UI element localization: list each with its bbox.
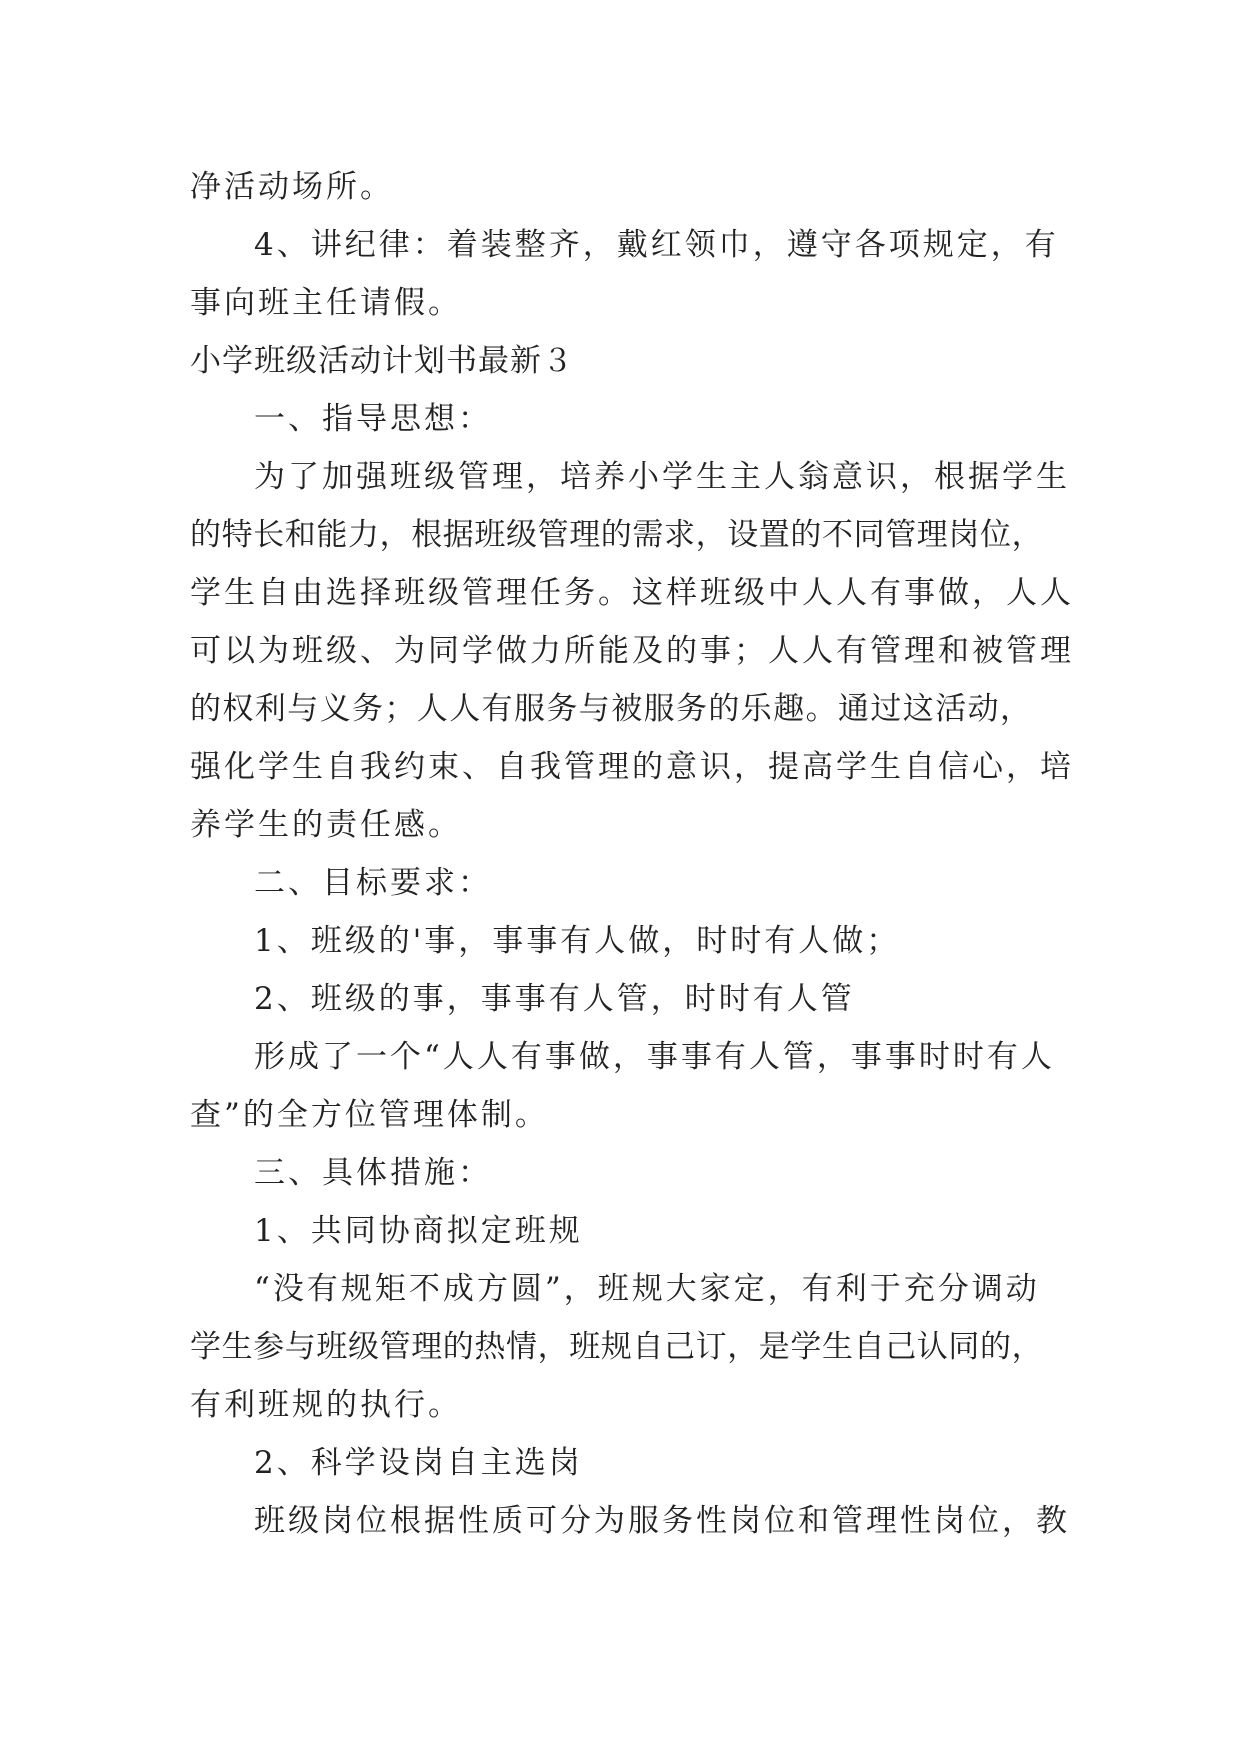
paragraph-line: 净活动场所。 bbox=[190, 169, 394, 205]
paragraph-line: 形成了一个“人人有事做，事事有人管，事事时时有人 bbox=[254, 1039, 1055, 1075]
paragraph-line: 二、目标要求： bbox=[254, 865, 492, 901]
paragraph-line: 为了加强班级管理，培养小学生主人翁意识，根据学生 bbox=[254, 459, 1070, 495]
paragraph-line: 一、指导思想： bbox=[254, 401, 492, 437]
paragraph-line: 有利班规的执行。 bbox=[190, 1387, 462, 1423]
paragraph-line: 2、班级的事，事事有人管，时时有人管 bbox=[254, 981, 855, 1017]
paragraph-line: 2、科学设岗自主选岗 bbox=[254, 1445, 583, 1481]
paragraph-line: 4、讲纪律：着装整齐，戴红领巾，遵守各项规定，有 bbox=[254, 227, 1059, 263]
paragraph-line: 的权利与义务；人人有服务与被服务的乐趣。通过这活动， bbox=[190, 691, 1033, 727]
paragraph-line: 可以为班级、为同学做力所能及的事；人人有管理和被管理 bbox=[190, 633, 1074, 669]
paragraph-line: 的特长和能力，根据班级管理的需求，设置的不同管理岗位， bbox=[190, 517, 1044, 553]
section-heading: 小学班级活动计划书最新３ bbox=[190, 343, 574, 379]
paragraph-line: 1、共同协商拟定班规 bbox=[254, 1213, 583, 1249]
paragraph-line: 学生参与班级管理的热情，班规自己订，是学生自己认同的， bbox=[190, 1329, 1044, 1365]
paragraph-line: 事向班主任请假。 bbox=[190, 285, 462, 321]
paragraph-line: 学生自由选择班级管理任务。这样班级中人人有事做，人人 bbox=[190, 575, 1074, 611]
paragraph-line: 强化学生自我约束、自我管理的意识，提高学生自信心，培 bbox=[190, 749, 1074, 785]
paragraph-line: 班级岗位根据性质可分为服务性岗位和管理性岗位，教 bbox=[254, 1503, 1070, 1539]
paragraph-line: “没有规矩不成方圆”，班规大家定，有利于充分调动 bbox=[254, 1271, 1040, 1307]
paragraph-line: 1、班级的'事，事事有人做，时时有人做； bbox=[254, 923, 901, 959]
paragraph-line: 三、具体措施： bbox=[254, 1155, 492, 1191]
paragraph-line: 养学生的责任感。 bbox=[190, 807, 462, 843]
paragraph-line: 查”的全方位管理体制。 bbox=[190, 1097, 549, 1133]
